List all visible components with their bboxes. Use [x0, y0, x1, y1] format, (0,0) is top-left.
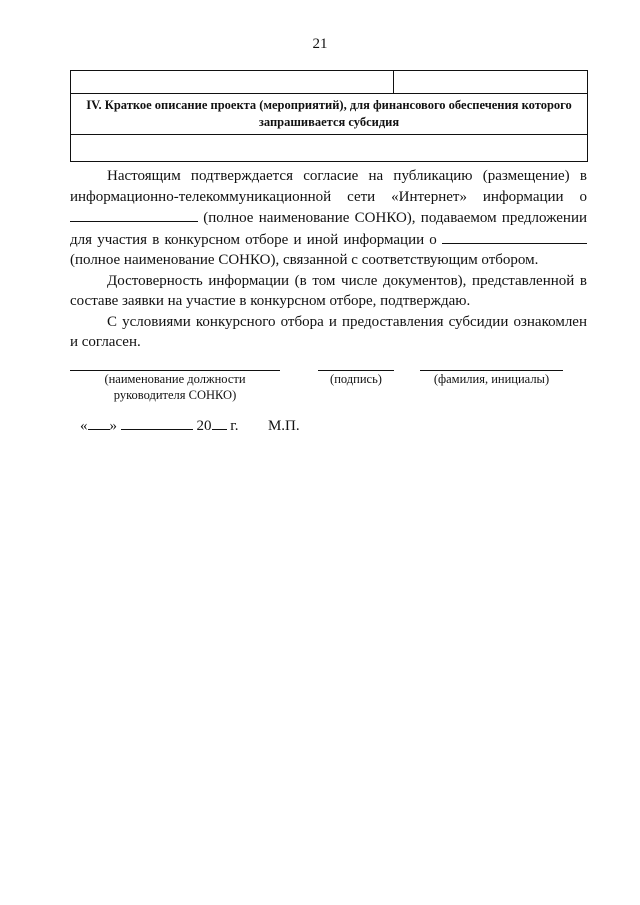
year-prefix: 20 — [196, 418, 212, 434]
consent-text-part-2: (полное наименование СОНКО), подаваемом предложении для участия в конкурсном отборе и иной информации о — [70, 210, 588, 248]
project-description-cell[interactable] — [71, 135, 588, 162]
accuracy-paragraph: Достоверность информации (в том числе документов), представленной в составе заявки на участие в конкурсном отборе, подтверждаю. — [70, 272, 587, 309]
table-row — [71, 135, 588, 162]
date-open-quote: « — [80, 418, 88, 434]
application-form-table — [70, 70, 588, 162]
section-title: IV. Краткое описание проекта (мероприятий), для финансового обеспечения которого запрашивается субсидия — [71, 94, 588, 135]
consent-text — [70, 166, 587, 353]
position-caption: (наименование должности руководителя СОНКО) — [104, 372, 246, 402]
table-row — [71, 94, 588, 135]
consent-text-part-1: Настоящим подтверждается согласие на публикацию (размещение) в информационно-телекоммуникационной сети «Интернет» информации о — [70, 168, 587, 205]
organization-name-blank-2[interactable] — [442, 229, 587, 244]
full-name-caption: (фамилия, инициалы) — [433, 372, 550, 386]
year-blank[interactable] — [212, 416, 227, 430]
date-close-quote: » — [109, 418, 117, 434]
consent-paragraph — [70, 166, 587, 271]
consent-text-part-3: (полное наименование СОНКО), связанной с соответствующим отбором. — [70, 252, 539, 268]
day-blank[interactable] — [88, 416, 110, 430]
year-suffix: г. — [230, 418, 239, 434]
table-row — [71, 71, 588, 94]
seal-placeholder: М.П. — [267, 418, 300, 434]
month-blank[interactable] — [121, 416, 193, 430]
page-number: 21 — [312, 36, 328, 52]
agreement-paragraph: С условиями конкурсного отбора и предоставления субсидии ознакомлен и согласен. — [70, 313, 587, 350]
table-cell-right[interactable] — [394, 71, 588, 94]
signature-caption: (подпись) — [330, 372, 382, 386]
organization-name-blank-1[interactable] — [70, 207, 198, 222]
table-cell-left[interactable] — [71, 71, 394, 94]
date-line — [80, 416, 300, 435]
